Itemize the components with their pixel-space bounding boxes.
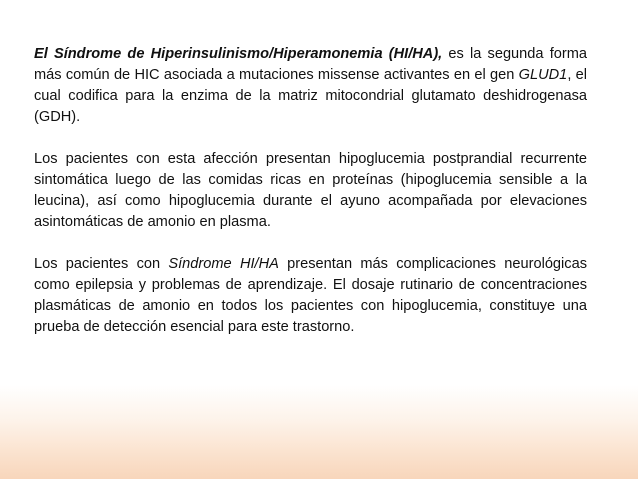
paragraph-symptoms <box>34 149 587 233</box>
gene-name: GLUD1 <box>518 67 568 83</box>
slide-body <box>34 44 587 338</box>
text-run: Los pacientes con <box>34 256 169 272</box>
text-run: es la segunda forma más común de HIC asociada a mutaciones missense activantes en el gen <box>34 46 588 83</box>
paragraph-complications <box>34 254 587 338</box>
text-run: presentan más complicaciones neurológicas como epilepsia y problemas de aprendizaje. El dosaje rutinario de concentraciones plasmáticas de amonio en todos los pacientes con hipoglucemia, constituye una prueba de detección esencial para este trastorno. <box>34 256 588 335</box>
paragraph-intro <box>34 44 587 128</box>
text-run: Los pacientes con esta afección presentan hipoglucemia postprandial recurrente sintomática luego de las comidas ricas en proteínas (hipoglucemia sensible a la leucina), así como hipoglucemia durante el ayuno acompañada por elevaciones asintomáticas de amonio en plasma. <box>34 151 587 230</box>
syndrome-name: Síndrome HI/HA <box>168 256 279 272</box>
text-run: , el cual codifica para la enzima de la matriz mitocondrial glutamato deshidrogenasa (GDH). <box>34 67 588 125</box>
syndrome-title: El Síndrome de Hiperinsulinismo/Hiperamonemia (HI/HA), <box>34 46 443 62</box>
